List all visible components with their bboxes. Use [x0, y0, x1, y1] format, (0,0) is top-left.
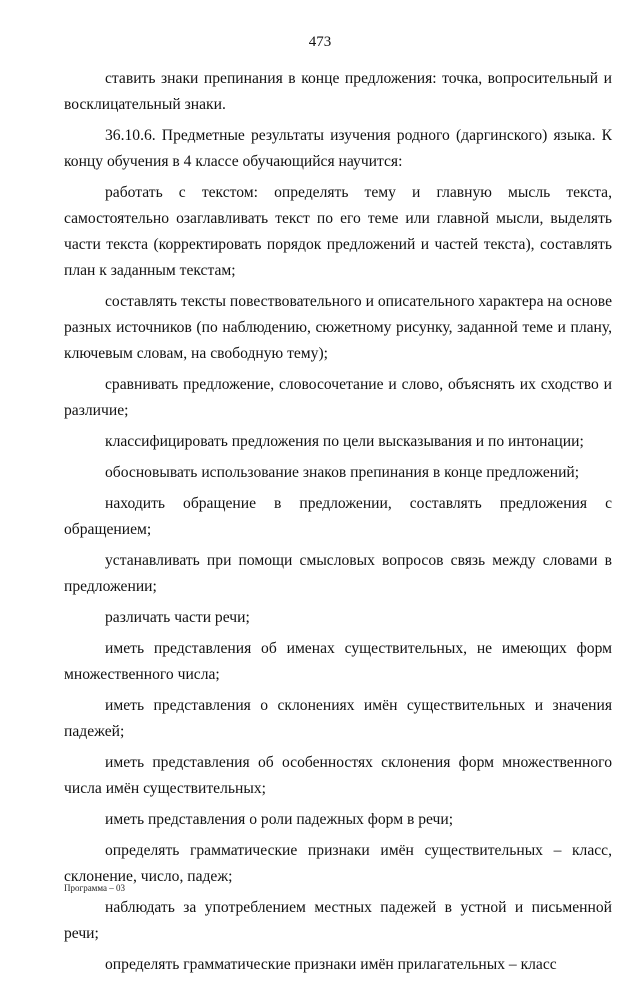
- paragraph: иметь представления о роли падежных форм в речи;: [105, 811, 454, 828]
- paragraph: иметь представления об именах существительных, не имеющих форм множественного числа;: [64, 640, 612, 683]
- paragraph: обосновывать использование знаков препинания в конце предложений;: [105, 464, 580, 481]
- paragraph: наблюдать за употреблением местных падежей в устной и письменной речи;: [64, 899, 612, 942]
- page-footer: Программа – 03: [64, 883, 126, 893]
- paragraph: 36.10.6. Предметные результаты изучения родного (даргинского) языка. К концу обучения в 4 классе обучающийся научится:: [64, 127, 612, 170]
- paragraph: иметь представления о склонениях имён существительных и значения падежей;: [64, 697, 612, 740]
- paragraph: различать части речи;: [105, 609, 250, 626]
- document-body: [64, 66, 612, 983]
- paragraph: определять грамматические признаки имён прилагательных – класс: [105, 956, 557, 973]
- paragraph: ставить знаки препинания в конце предложения: точка, вопросительный и восклицательный знаки.: [64, 70, 612, 113]
- paragraph: находить обращение в предложении, составлять предложения с обращением;: [64, 495, 612, 538]
- paragraph: определять грамматические признаки имён существительных – класс, склонение, число, падеж;: [64, 842, 612, 885]
- paragraph: работать с текстом: определять тему и главную мысль текста, самостоятельно озаглавливать текст по его теме или главной мысли, выделять части текста (корректировать порядок предложений и частей текста), составлять план к заданным текстам;: [64, 184, 612, 279]
- paragraph: иметь представления об особенностях склонения форм множественного числа имён существительных;: [64, 754, 612, 797]
- paragraph: устанавливать при помощи смысловых вопросов связь между словами в предложении;: [64, 552, 612, 595]
- paragraph: сравнивать предложение, словосочетание и слово, объяснять их сходство и различие;: [64, 376, 612, 419]
- paragraph: составлять тексты повествовательного и описательного характера на основе разных источников (по наблюдению, сюжетному рисунку, заданной теме и плану, ключевым словам, на свободную тему);: [64, 293, 612, 362]
- paragraph: классифицировать предложения по цели высказывания и по интонации;: [105, 433, 584, 450]
- page-number: 473: [308, 34, 332, 50]
